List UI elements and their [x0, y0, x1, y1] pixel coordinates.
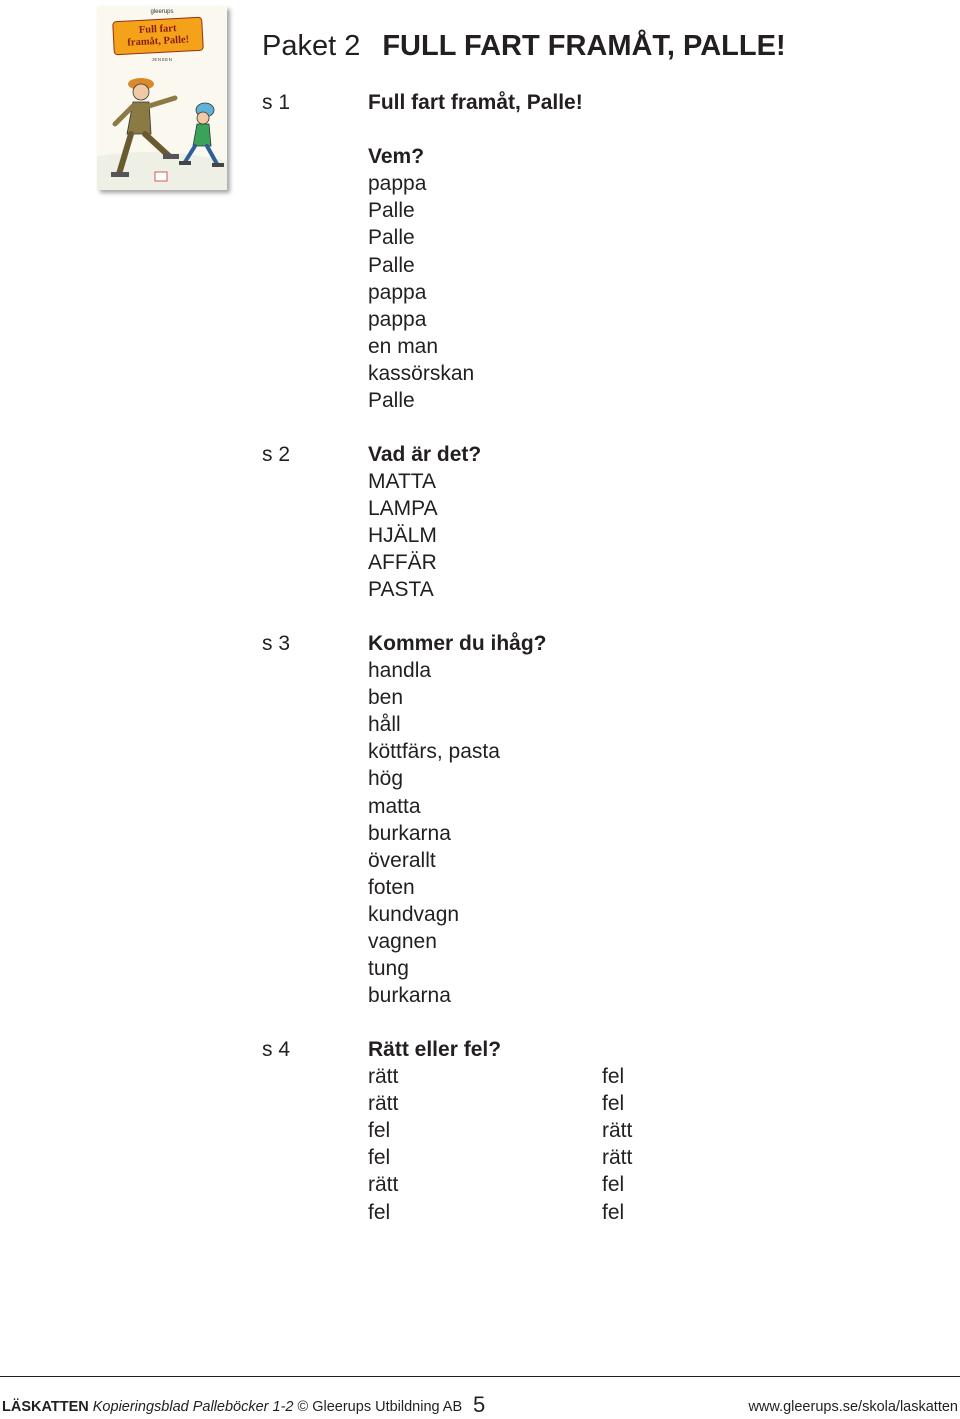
section-s3 — [368, 630, 547, 1009]
answer-item: vagnen — [368, 930, 437, 954]
section-question: Rätt eller fel? — [368, 1038, 502, 1061]
answer-item-left: fel — [368, 1119, 391, 1143]
answer-item-left: rätt — [368, 1065, 399, 1089]
section-s1 — [368, 89, 583, 414]
answer-item: Palle — [368, 389, 415, 413]
answer-item: håll — [368, 713, 401, 737]
answer-item: köttfärs, pasta — [368, 740, 500, 764]
paket-label: Paket 2 — [262, 30, 361, 62]
answer-item-left: rätt — [368, 1173, 399, 1197]
section-page-label: s 1 — [262, 91, 291, 114]
answer-item: AFFÄR — [368, 551, 437, 575]
section-page-label: s 2 — [262, 443, 291, 466]
answer-item: kassörskan — [368, 361, 475, 385]
section-question: Vem? — [368, 145, 425, 169]
section-question: Vad är det? — [368, 443, 482, 466]
answer-item-left: fel — [368, 1146, 391, 1170]
cover-title — [112, 17, 204, 56]
answer-item: överallt — [368, 848, 436, 872]
answer-item-right: rätt — [602, 1119, 633, 1143]
answer-item: pappa — [368, 280, 427, 304]
answer-item: PASTA — [368, 578, 434, 602]
page-heading — [262, 28, 786, 64]
answer-item: kundvagn — [368, 902, 460, 926]
answer-item: Palle — [368, 199, 415, 223]
section-s4-right-column — [602, 1063, 632, 1226]
answer-item-right: rätt — [602, 1146, 633, 1170]
answer-item: Palle — [368, 253, 415, 277]
footer-divider — [0, 1376, 960, 1377]
footer-brand: LÄSKATTEN — [2, 1399, 89, 1415]
answer-item: LAMPA — [368, 497, 438, 521]
section-page-label: s 3 — [262, 632, 291, 655]
answer-item-left: fel — [368, 1200, 391, 1224]
footer-copyright: © Gleerups Utbildning AB — [297, 1399, 463, 1415]
answer-item: pappa — [368, 307, 427, 331]
answer-item-right: fel — [602, 1065, 625, 1089]
answer-item: burkarna — [368, 821, 451, 845]
section-page-label: s 4 — [262, 1038, 291, 1061]
section-title-question: Full fart framåt, Palle! — [368, 91, 583, 114]
footer-left — [2, 1397, 462, 1417]
cover-title-line1: Full fart — [138, 23, 177, 36]
answer-item: burkarna — [368, 984, 451, 1008]
footer-url: www.gleerups.se/skola/laskatten — [748, 1399, 958, 1415]
cover-publisher: gleerups — [150, 9, 174, 15]
answer-item-right: fel — [602, 1173, 625, 1197]
answer-item: handla — [368, 659, 432, 683]
answer-item: Palle — [368, 226, 415, 250]
cover-author: JENSEN — [151, 57, 173, 62]
answer-item: tung — [368, 957, 409, 981]
answer-item-right: fel — [602, 1200, 625, 1224]
page-number: 5 — [473, 1392, 486, 1417]
answer-item: pappa — [368, 172, 427, 196]
answer-item: ben — [368, 686, 404, 710]
answer-item: MATTA — [368, 470, 437, 494]
page-title: FULL FART FRAMÅT, PALLE! — [382, 30, 786, 62]
answer-item: HJÄLM — [368, 524, 437, 548]
book-cover-image — [97, 6, 227, 190]
section-s2 — [368, 441, 481, 604]
answer-item-right: fel — [602, 1092, 625, 1116]
cover-title-line2: framåt, Palle! — [127, 34, 190, 49]
answer-item-left: rätt — [368, 1092, 399, 1116]
footer-subtitle: Kopieringsblad Palleböcker 1-2 — [92, 1399, 294, 1415]
answer-item: en man — [368, 334, 439, 358]
section-question: Kommer du ihåg? — [368, 632, 547, 655]
answer-item: hög — [368, 767, 404, 791]
answer-item: matta — [368, 794, 421, 818]
answer-item: foten — [368, 875, 415, 899]
section-s4 — [368, 1036, 501, 1226]
